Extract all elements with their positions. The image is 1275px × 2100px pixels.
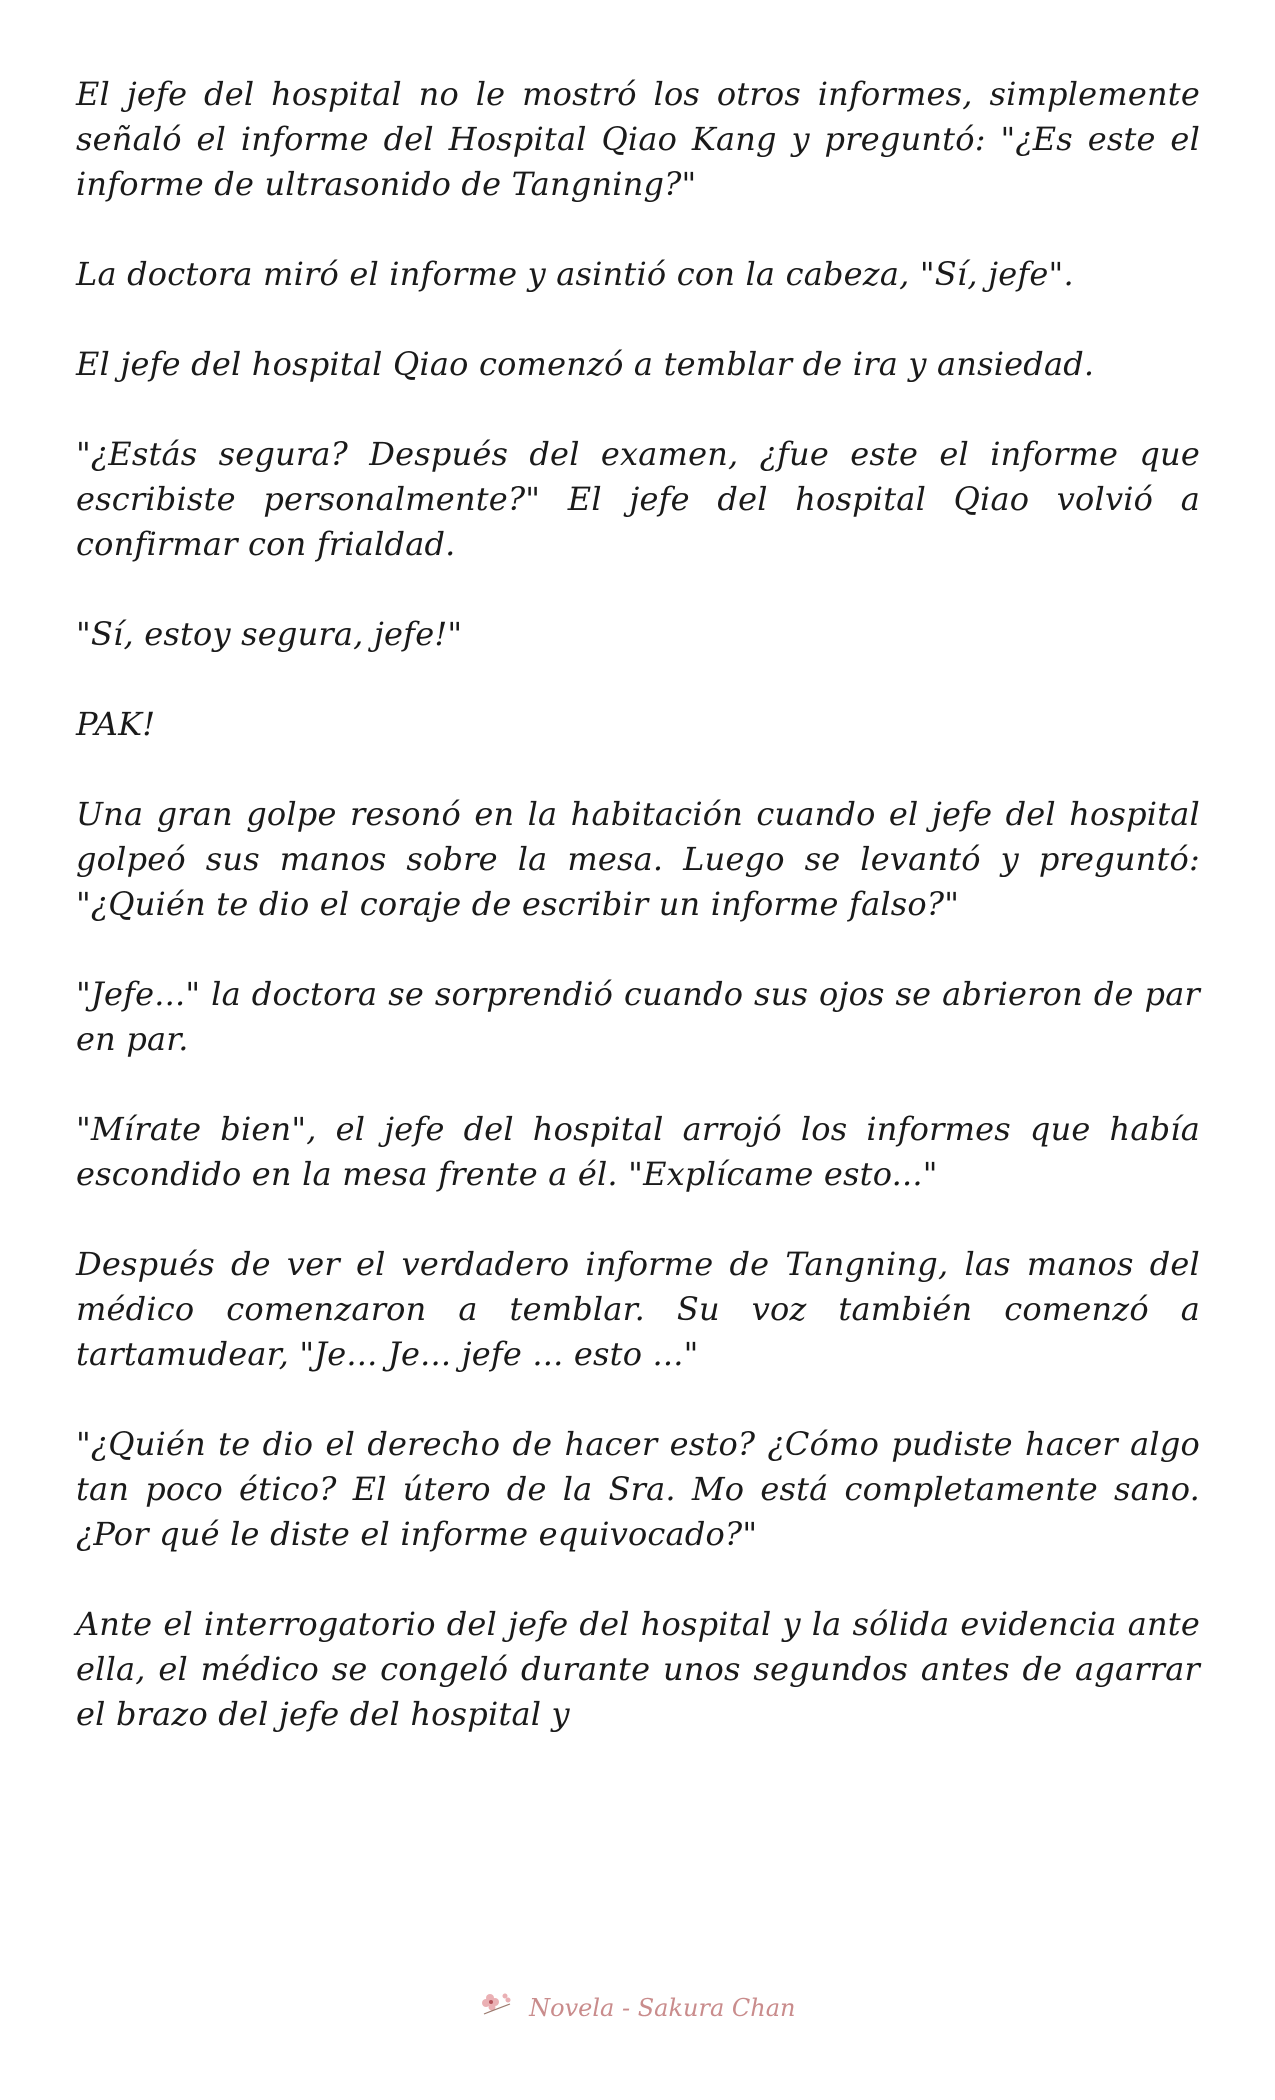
paragraph: "Sí, estoy segura, jefe!" (76, 615, 463, 653)
document-body (76, 72, 1200, 1737)
paragraph: Después de ver el verdadero informe de Tangning, las manos del médico comenzaron a temblar. Su voz también comenzó a tartamudear, "Je... Je... jefe ... esto ..." (76, 1245, 1200, 1373)
paragraph: Una gran golpe resonó en la habitación cuando el jefe del hospital golpeó sus manos sobre la mesa. Luego se levantó y preguntó: "¿Quién te dio el coraje de escribir un informe falso?" (76, 795, 1200, 923)
watermark (0, 1990, 1275, 2026)
watermark-text: Novela - Sakura Chan (529, 1994, 796, 2022)
paragraph: "Jefe..." la doctora se sorprendió cuando sus ojos se abrieron de par en par. (76, 975, 1200, 1058)
paragraph: Ante el interrogatorio del jefe del hospital y la sólida evidencia ante ella, el médico se congeló durante unos segundos antes de agarrar el brazo del jefe del hospital y (76, 1605, 1200, 1733)
sakura-flower-icon (480, 1990, 514, 2026)
paragraph: La doctora miró el informe y asintió con la cabeza, "Sí, jefe". (76, 255, 1074, 293)
paragraph: "¿Estás segura? Después del examen, ¿fue este el informe que escribiste personalmente?" El jefe del hospital Qiao volvió a confirmar con frialdad. (76, 435, 1200, 563)
paragraph: El jefe del hospital no le mostró los otros informes, simplemente señaló el informe del Hospital Qiao Kang y preguntó: "¿Es este el informe de ultrasonido de Tangning?" (76, 75, 1200, 203)
paragraph: PAK! (76, 705, 156, 743)
paragraph: "¿Quién te dio el derecho de hacer esto? ¿Cómo pudiste hacer algo tan poco ético? El útero de la Sra. Mo está completamente sano. ¿Por qué le diste el informe equivocado?" (76, 1425, 1200, 1553)
paragraph: "Mírate bien", el jefe del hospital arrojó los informes que había escondido en la mesa frente a él. "Explícame esto..." (76, 1110, 1200, 1193)
paragraph: El jefe del hospital Qiao comenzó a temblar de ira y ansiedad. (76, 345, 1095, 383)
